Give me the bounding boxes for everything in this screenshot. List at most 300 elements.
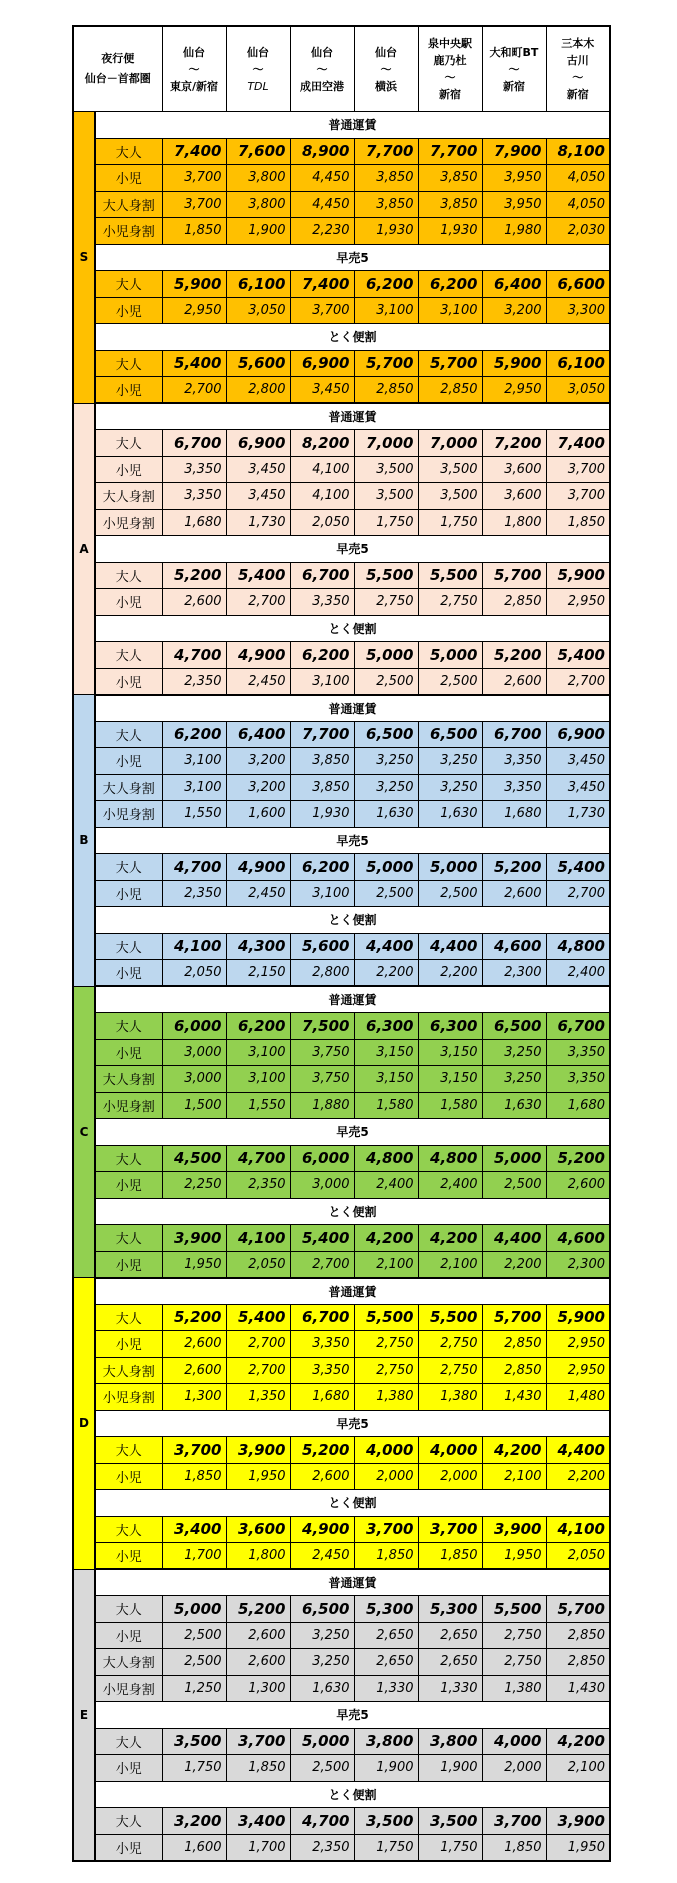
fare-value: 7,000: [354, 430, 418, 457]
fare-type-label: 小児: [95, 297, 162, 324]
fare-value: 2,600: [226, 1622, 290, 1649]
fare-value: 1,630: [482, 1092, 546, 1119]
fare-value: 2,450: [226, 880, 290, 907]
section-header-row: [73, 827, 610, 854]
fare-type-label: 大人: [95, 1437, 162, 1464]
section-header-row: [73, 1702, 610, 1729]
fare-value: 7,400: [162, 138, 226, 165]
fare-value: 4,900: [226, 854, 290, 881]
fare-value: 2,400: [546, 960, 610, 987]
fare-value: 1,330: [354, 1675, 418, 1702]
fare-value: 4,450: [290, 191, 354, 218]
fare-value: 7,700: [290, 721, 354, 748]
fare-value: 3,150: [354, 1066, 418, 1093]
section-title: 早売5: [95, 1119, 610, 1146]
fare-row: [73, 642, 610, 669]
fare-value: 4,400: [354, 933, 418, 960]
fare-value: 3,350: [482, 748, 546, 775]
fare-value: 3,150: [418, 1066, 482, 1093]
fare-value: 2,050: [162, 960, 226, 987]
fare-value: 1,550: [226, 1092, 290, 1119]
fare-value: 2,750: [418, 589, 482, 616]
fare-value: 1,850: [546, 509, 610, 536]
fare-value: 2,100: [354, 1251, 418, 1278]
fare-type-label: 大人: [95, 642, 162, 669]
fare-value: 1,930: [418, 218, 482, 245]
fare-value: 3,750: [290, 1039, 354, 1066]
fare-value: 4,600: [482, 933, 546, 960]
fare-value: 2,600: [226, 1649, 290, 1676]
fare-value: 3,250: [482, 1066, 546, 1093]
section-title: とく便割: [95, 615, 610, 642]
fare-row: [73, 456, 610, 483]
fare-value: 4,100: [290, 456, 354, 483]
fare-value: 1,600: [226, 801, 290, 828]
fare-type-label: 小児身割: [95, 801, 162, 828]
fare-value: 2,700: [162, 377, 226, 404]
fare-value: 4,800: [546, 933, 610, 960]
fare-value: 1,900: [354, 1755, 418, 1782]
fare-value: 6,300: [354, 1013, 418, 1040]
fare-type-label: 小児: [95, 1251, 162, 1278]
fare-value: 5,200: [546, 1145, 610, 1172]
fare-row: [73, 1834, 610, 1861]
fare-value: 7,900: [482, 138, 546, 165]
fare-value: 2,750: [354, 1331, 418, 1358]
fare-value: 3,200: [482, 297, 546, 324]
fare-value: 2,300: [546, 1251, 610, 1278]
fare-value: 2,750: [482, 1649, 546, 1676]
fare-value: 2,700: [226, 589, 290, 616]
fare-value: 1,980: [482, 218, 546, 245]
fare-row: [73, 1172, 610, 1199]
fare-value: 3,700: [162, 165, 226, 192]
fare-value: 4,450: [290, 165, 354, 192]
fare-value: 5,200: [162, 562, 226, 589]
route-header-line: 仙台: [183, 45, 205, 59]
route-header-line: 仙台: [375, 45, 397, 59]
fare-value: 5,900: [162, 271, 226, 298]
fare-type-label: 小児: [95, 880, 162, 907]
fare-value: 4,050: [546, 165, 610, 192]
section-title: とく便割: [95, 1198, 610, 1225]
section-title: 早売5: [95, 536, 610, 563]
fare-value: 2,200: [418, 960, 482, 987]
fare-value: 3,850: [354, 165, 418, 192]
fare-value: 6,200: [290, 642, 354, 669]
fare-row: [73, 430, 610, 457]
fare-value: 3,250: [290, 1622, 354, 1649]
fare-value: 2,850: [482, 589, 546, 616]
fare-value: 4,300: [226, 933, 290, 960]
fare-table-container: [72, 25, 611, 1862]
fare-value: 2,850: [482, 1357, 546, 1384]
route-header-sendai-tokyo: [162, 26, 226, 112]
fare-value: 1,850: [418, 1543, 482, 1570]
fare-value: 3,500: [162, 1728, 226, 1755]
fare-value: 2,950: [482, 377, 546, 404]
fare-value: 3,100: [162, 774, 226, 801]
section-title: 早売5: [95, 1410, 610, 1437]
fare-value: 2,500: [290, 1755, 354, 1782]
fare-value: 3,800: [418, 1728, 482, 1755]
section-title: 普通運賃: [95, 112, 610, 139]
section-header-row: [73, 986, 610, 1013]
fare-row: [73, 589, 610, 616]
fare-value: 2,100: [418, 1251, 482, 1278]
fare-value: 3,000: [290, 1172, 354, 1199]
fare-value: 2,850: [354, 377, 418, 404]
fare-type-label: 小児: [95, 1331, 162, 1358]
section-header-row: [73, 1410, 610, 1437]
fare-value: 5,000: [162, 1596, 226, 1623]
fare-value: 3,350: [546, 1066, 610, 1093]
fare-value: 3,900: [482, 1516, 546, 1543]
fare-value: 3,500: [418, 456, 482, 483]
route-header-sendai-narita: [290, 26, 354, 112]
fare-value: 1,350: [226, 1384, 290, 1411]
fare-value: 1,550: [162, 801, 226, 828]
fare-value: 4,400: [546, 1437, 610, 1464]
fare-value: 1,750: [162, 1755, 226, 1782]
fare-value: 2,500: [162, 1649, 226, 1676]
fare-value: 6,100: [226, 271, 290, 298]
fare-value: 2,500: [418, 880, 482, 907]
fare-value: 3,850: [418, 165, 482, 192]
fare-row: [73, 774, 610, 801]
fare-value: 3,350: [546, 1039, 610, 1066]
fare-value: 1,380: [482, 1675, 546, 1702]
fare-value: 3,700: [162, 1437, 226, 1464]
fare-value: 3,200: [226, 748, 290, 775]
fare-value: 3,800: [226, 165, 290, 192]
fare-value: 3,250: [482, 1039, 546, 1066]
fare-value: 6,200: [290, 854, 354, 881]
section-header-row: [73, 1569, 610, 1596]
section-header-row: [73, 1119, 610, 1146]
section-header-row: [73, 244, 610, 271]
fare-row: [73, 801, 610, 828]
section-header-row: [73, 615, 610, 642]
section-header-row: [73, 403, 610, 430]
fare-value: 4,800: [354, 1145, 418, 1172]
fare-value: 3,250: [290, 1649, 354, 1676]
fare-value: 3,350: [482, 774, 546, 801]
fare-value: 4,900: [290, 1516, 354, 1543]
fare-value: 5,600: [226, 350, 290, 377]
fare-type-label: 小児: [95, 589, 162, 616]
fare-value: 5,200: [162, 1304, 226, 1331]
fare-row: [73, 1516, 610, 1543]
fare-value: 2,400: [354, 1172, 418, 1199]
fare-value: 1,300: [226, 1675, 290, 1702]
fare-value: 7,400: [546, 430, 610, 457]
fare-value: 2,650: [354, 1622, 418, 1649]
fare-value: 5,300: [418, 1596, 482, 1623]
fare-value: 4,700: [290, 1808, 354, 1835]
fare-value: 2,850: [546, 1649, 610, 1676]
fare-type-label: 小児: [95, 1543, 162, 1570]
fare-value: 3,850: [290, 748, 354, 775]
fare-row: [73, 483, 610, 510]
route-header-line: ～: [252, 62, 264, 76]
route-header-line: 古川: [566, 54, 589, 67]
header-corner: [73, 26, 162, 112]
fare-value: 5,700: [482, 562, 546, 589]
fare-value: 1,750: [354, 509, 418, 536]
fare-value: 5,700: [418, 350, 482, 377]
fare-type-label: 小児: [95, 748, 162, 775]
route-header-line: ～: [380, 62, 392, 76]
fare-row: [73, 1463, 610, 1490]
fare-value: 3,700: [482, 1808, 546, 1835]
fare-value: 3,400: [226, 1808, 290, 1835]
fare-row: [73, 138, 610, 165]
fare-value: 6,700: [482, 721, 546, 748]
fare-value: 3,700: [290, 297, 354, 324]
fare-value: 2,400: [418, 1172, 482, 1199]
fare-value: 2,850: [546, 1622, 610, 1649]
fare-value: 3,200: [226, 774, 290, 801]
fare-value: 3,900: [162, 1225, 226, 1252]
fare-type-label: 大人: [95, 1225, 162, 1252]
fare-value: 2,450: [290, 1543, 354, 1570]
header-corner-line: 夜行便: [101, 52, 135, 65]
fare-value: 2,950: [546, 1357, 610, 1384]
fare-row: [73, 218, 610, 245]
fare-row: [73, 165, 610, 192]
fare-value: 1,480: [546, 1384, 610, 1411]
fare-value: 6,300: [418, 1013, 482, 1040]
route-header-line: 仙台: [247, 45, 269, 59]
fare-type-label: 大人: [95, 1145, 162, 1172]
fare-value: 7,200: [482, 430, 546, 457]
section-title: 早売5: [95, 1702, 610, 1729]
fare-value: 3,900: [226, 1437, 290, 1464]
fare-row: [73, 1092, 610, 1119]
fare-value: 2,600: [546, 1172, 610, 1199]
fare-value: 4,000: [482, 1728, 546, 1755]
route-header-sendai-tdl: [226, 26, 290, 112]
fare-value: 3,450: [546, 774, 610, 801]
class-label: D: [73, 1278, 95, 1570]
fare-row: [73, 1808, 610, 1835]
fare-value: 2,700: [226, 1357, 290, 1384]
fare-value: 1,730: [226, 509, 290, 536]
fare-row: [73, 1066, 610, 1093]
fare-value: 1,430: [546, 1675, 610, 1702]
fare-value: 5,600: [290, 933, 354, 960]
fare-value: 3,950: [482, 165, 546, 192]
section-header-row: [73, 1278, 610, 1305]
section-title: 普通運賃: [95, 986, 610, 1013]
fare-type-label: 大人: [95, 721, 162, 748]
fare-value: 2,750: [354, 589, 418, 616]
fare-value: 3,500: [354, 456, 418, 483]
route-header-line: 新宿: [503, 79, 525, 93]
fare-value: 1,250: [162, 1675, 226, 1702]
fare-value: 1,930: [290, 801, 354, 828]
fare-value: 6,700: [162, 430, 226, 457]
section-header-row: [73, 1490, 610, 1517]
fare-value: 3,950: [482, 191, 546, 218]
fare-value: 4,200: [354, 1225, 418, 1252]
fare-row: [73, 1675, 610, 1702]
header-row: [73, 26, 610, 112]
fare-value: 2,350: [290, 1834, 354, 1861]
section-title: とく便割: [95, 324, 610, 351]
fare-type-label: 大人身割: [95, 483, 162, 510]
fare-value: 5,500: [354, 1304, 418, 1331]
fare-type-label: 大人身割: [95, 774, 162, 801]
fare-value: 2,700: [290, 1251, 354, 1278]
fare-type-label: 小児: [95, 1172, 162, 1199]
fare-value: 2,750: [354, 1357, 418, 1384]
fare-value: 2,350: [162, 880, 226, 907]
fare-row: [73, 1755, 610, 1782]
fare-value: 2,050: [290, 509, 354, 536]
fare-value: 1,380: [418, 1384, 482, 1411]
fare-value: 2,200: [546, 1463, 610, 1490]
fare-value: 3,700: [546, 483, 610, 510]
class-label: E: [73, 1569, 95, 1861]
fare-row: [73, 1596, 610, 1623]
fare-value: 7,700: [354, 138, 418, 165]
fare-value: 1,630: [418, 801, 482, 828]
fare-value: 2,000: [354, 1463, 418, 1490]
fare-value: 1,850: [162, 218, 226, 245]
fare-value: 1,700: [226, 1834, 290, 1861]
fare-value: 2,600: [290, 1463, 354, 1490]
fare-value: 3,800: [354, 1728, 418, 1755]
fare-type-label: 小児: [95, 165, 162, 192]
fare-value: 1,900: [226, 218, 290, 245]
fare-type-label: 大人: [95, 430, 162, 457]
fare-row: [73, 1384, 610, 1411]
fare-value: 3,400: [162, 1516, 226, 1543]
fare-value: 5,300: [354, 1596, 418, 1623]
section-header-row: [73, 536, 610, 563]
fare-type-label: 大人身割: [95, 1649, 162, 1676]
route-header-line: TDL: [247, 79, 269, 93]
fare-value: 6,000: [162, 1013, 226, 1040]
fare-value: 2,230: [290, 218, 354, 245]
fare-row: [73, 1331, 610, 1358]
section-header-row: [73, 1198, 610, 1225]
fare-value: 2,850: [418, 377, 482, 404]
fare-value: 7,600: [226, 138, 290, 165]
fare-value: 3,700: [546, 456, 610, 483]
fare-value: 5,700: [354, 350, 418, 377]
fare-value: 4,100: [546, 1516, 610, 1543]
fare-value: 2,050: [226, 1251, 290, 1278]
section-header-row: [73, 112, 610, 139]
fare-value: 7,000: [418, 430, 482, 457]
fare-row: [73, 1622, 610, 1649]
fare-value: 3,250: [354, 774, 418, 801]
fare-value: 3,500: [418, 1808, 482, 1835]
fare-value: 5,500: [418, 562, 482, 589]
section-title: とく便割: [95, 1490, 610, 1517]
section-title: 早売5: [95, 827, 610, 854]
fare-value: 2,950: [162, 297, 226, 324]
fare-value: 6,600: [546, 271, 610, 298]
fare-type-label: 大人: [95, 138, 162, 165]
fare-value: 2,500: [162, 1622, 226, 1649]
fare-value: 1,330: [418, 1675, 482, 1702]
class-label: B: [73, 695, 95, 987]
fare-value: 3,200: [162, 1808, 226, 1835]
section-header-row: [73, 324, 610, 351]
fare-type-label: 小児: [95, 1039, 162, 1066]
fare-value: 2,750: [482, 1622, 546, 1649]
fare-value: 2,950: [546, 589, 610, 616]
route-header-line: 新宿: [439, 88, 461, 101]
fare-value: 6,500: [290, 1596, 354, 1623]
fare-type-label: 小児: [95, 668, 162, 695]
fare-value: 1,580: [354, 1092, 418, 1119]
fare-row: [73, 350, 610, 377]
fare-row: [73, 933, 610, 960]
fare-value: 7,500: [290, 1013, 354, 1040]
fare-value: 4,100: [226, 1225, 290, 1252]
fare-value: 5,700: [482, 1304, 546, 1331]
route-header-line: ～: [444, 71, 456, 84]
fare-value: 6,200: [226, 1013, 290, 1040]
fare-value: 5,500: [354, 562, 418, 589]
fare-value: 6,500: [354, 721, 418, 748]
class-label: A: [73, 403, 95, 695]
fare-type-label: 大人身割: [95, 191, 162, 218]
fare-value: 4,050: [546, 191, 610, 218]
route-header-line: 三本木: [561, 37, 595, 50]
fare-value: 2,950: [546, 1331, 610, 1358]
fare-value: 4,100: [290, 483, 354, 510]
fare-value: 1,850: [162, 1463, 226, 1490]
fare-type-label: 大人: [95, 1596, 162, 1623]
fare-value: 1,800: [226, 1543, 290, 1570]
fare-value: 3,700: [226, 1728, 290, 1755]
fare-type-label: 大人: [95, 1013, 162, 1040]
fare-value: 3,100: [162, 748, 226, 775]
fare-row: [73, 1225, 610, 1252]
fare-type-label: 大人: [95, 1808, 162, 1835]
fare-value: 6,900: [546, 721, 610, 748]
fare-value: 2,650: [418, 1622, 482, 1649]
fare-value: 2,500: [482, 1172, 546, 1199]
fare-type-label: 小児身割: [95, 1092, 162, 1119]
fare-type-label: 大人: [95, 1516, 162, 1543]
fare-value: 5,000: [418, 642, 482, 669]
fare-value: 2,300: [482, 960, 546, 987]
fare-value: 4,200: [546, 1728, 610, 1755]
fare-value: 2,500: [354, 880, 418, 907]
fare-value: 1,850: [226, 1755, 290, 1782]
fare-row: [73, 1437, 610, 1464]
fare-value: 2,800: [290, 960, 354, 987]
fare-value: 2,150: [226, 960, 290, 987]
fare-value: 2,650: [354, 1649, 418, 1676]
fare-value: 5,500: [418, 1304, 482, 1331]
fare-row: [73, 880, 610, 907]
section-header-row: [73, 1781, 610, 1808]
fare-value: 2,500: [418, 668, 482, 695]
fare-value: 6,400: [226, 721, 290, 748]
section-title: 普通運賃: [95, 403, 610, 430]
fare-row: [73, 271, 610, 298]
fare-value: 1,630: [290, 1675, 354, 1702]
fare-type-label: 大人: [95, 933, 162, 960]
